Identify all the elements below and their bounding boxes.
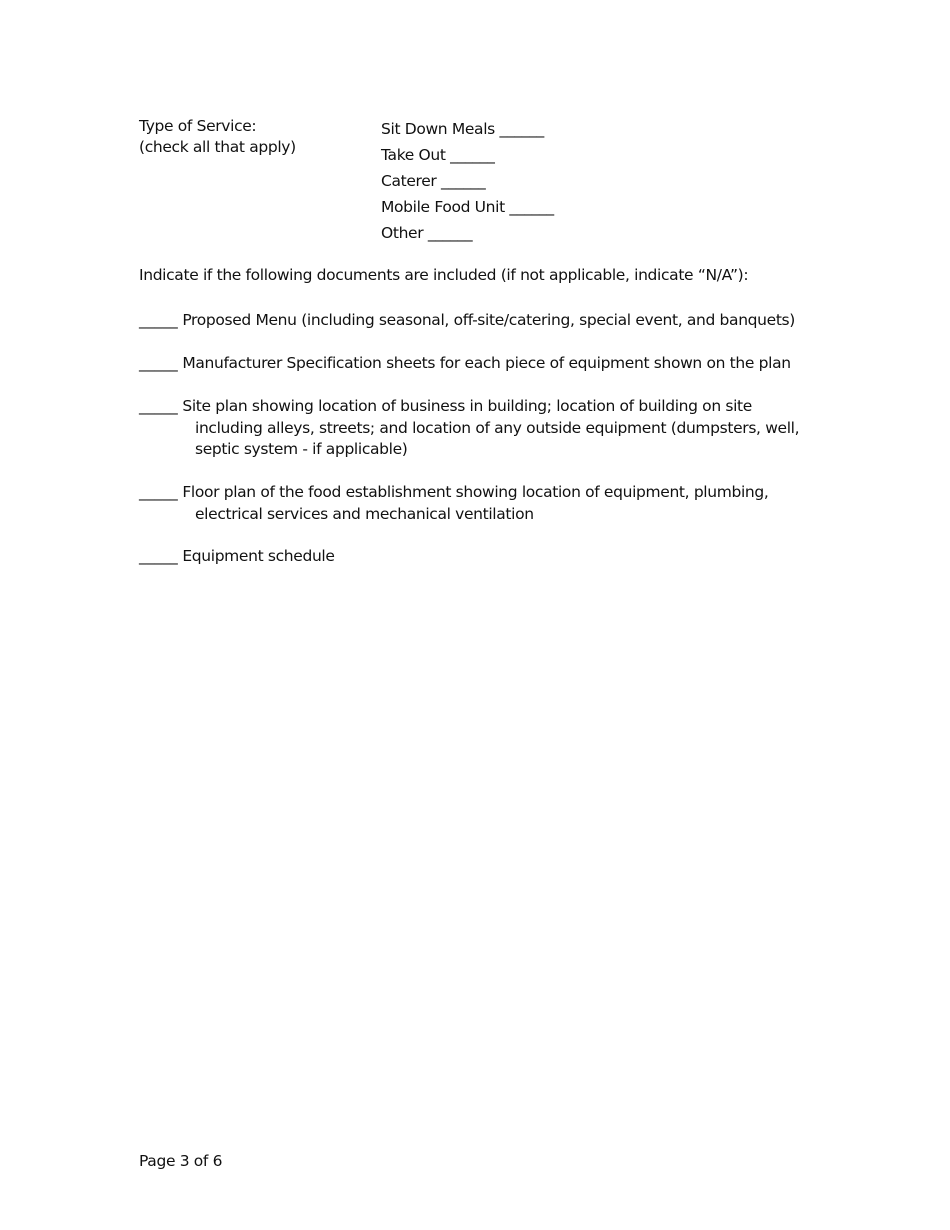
doc-item-text: Equipment schedule bbox=[182, 547, 335, 565]
documents-instruction: Indicate if the following documents are included (if not applicable, indicate “N/A”): bbox=[139, 266, 749, 284]
doc-item-manufacturer-spec-sheets bbox=[139, 353, 819, 375]
service-option-mobile-food-unit[interactable]: Mobile Food Unit ______ bbox=[381, 198, 554, 216]
doc-item-text-continued: septic system - if applicable) bbox=[195, 440, 408, 458]
doc-checkbox-blank[interactable]: _____ bbox=[139, 311, 178, 329]
type-of-service-hint: (check all that apply) bbox=[139, 138, 296, 156]
doc-checkbox-blank[interactable]: _____ bbox=[139, 483, 178, 501]
doc-checkbox-blank[interactable]: _____ bbox=[139, 354, 178, 372]
doc-item-text-continued: including alleys, streets; and location of any outside equipment (dumpsters, well, bbox=[195, 418, 800, 437]
doc-item-floor-plan bbox=[139, 482, 819, 525]
doc-checkbox-blank[interactable]: _____ bbox=[139, 397, 178, 415]
service-option-take-out[interactable]: Take Out ______ bbox=[381, 146, 495, 164]
doc-item-text: Manufacturer Specification sheets for each piece of equipment shown on the plan bbox=[182, 354, 791, 372]
doc-item-text: Floor plan of the food establishment showing location of equipment, plumbing, bbox=[182, 483, 769, 501]
doc-checkbox-blank[interactable]: _____ bbox=[139, 547, 178, 565]
service-option-other[interactable]: Other ______ bbox=[381, 224, 473, 242]
type-of-service-label bbox=[139, 116, 296, 158]
doc-item-text-continued: electrical services and mechanical ventilation bbox=[195, 504, 534, 523]
doc-item-text: Site plan showing location of business in building; location of building on site bbox=[182, 397, 752, 415]
type-of-service-options bbox=[381, 116, 554, 246]
doc-item-text: Proposed Menu (including seasonal, off-site/catering, special event, and banquets) bbox=[182, 311, 795, 329]
service-option-sit-down-meals[interactable]: Sit Down Meals ______ bbox=[381, 120, 544, 138]
doc-item-proposed-menu bbox=[139, 310, 819, 332]
doc-item-equipment-schedule bbox=[139, 546, 819, 568]
service-option-caterer[interactable]: Caterer ______ bbox=[381, 172, 486, 190]
doc-item-site-plan bbox=[139, 396, 819, 461]
type-of-service-title: Type of Service: bbox=[139, 117, 257, 135]
page-number: Page 3 of 6 bbox=[139, 1152, 223, 1170]
